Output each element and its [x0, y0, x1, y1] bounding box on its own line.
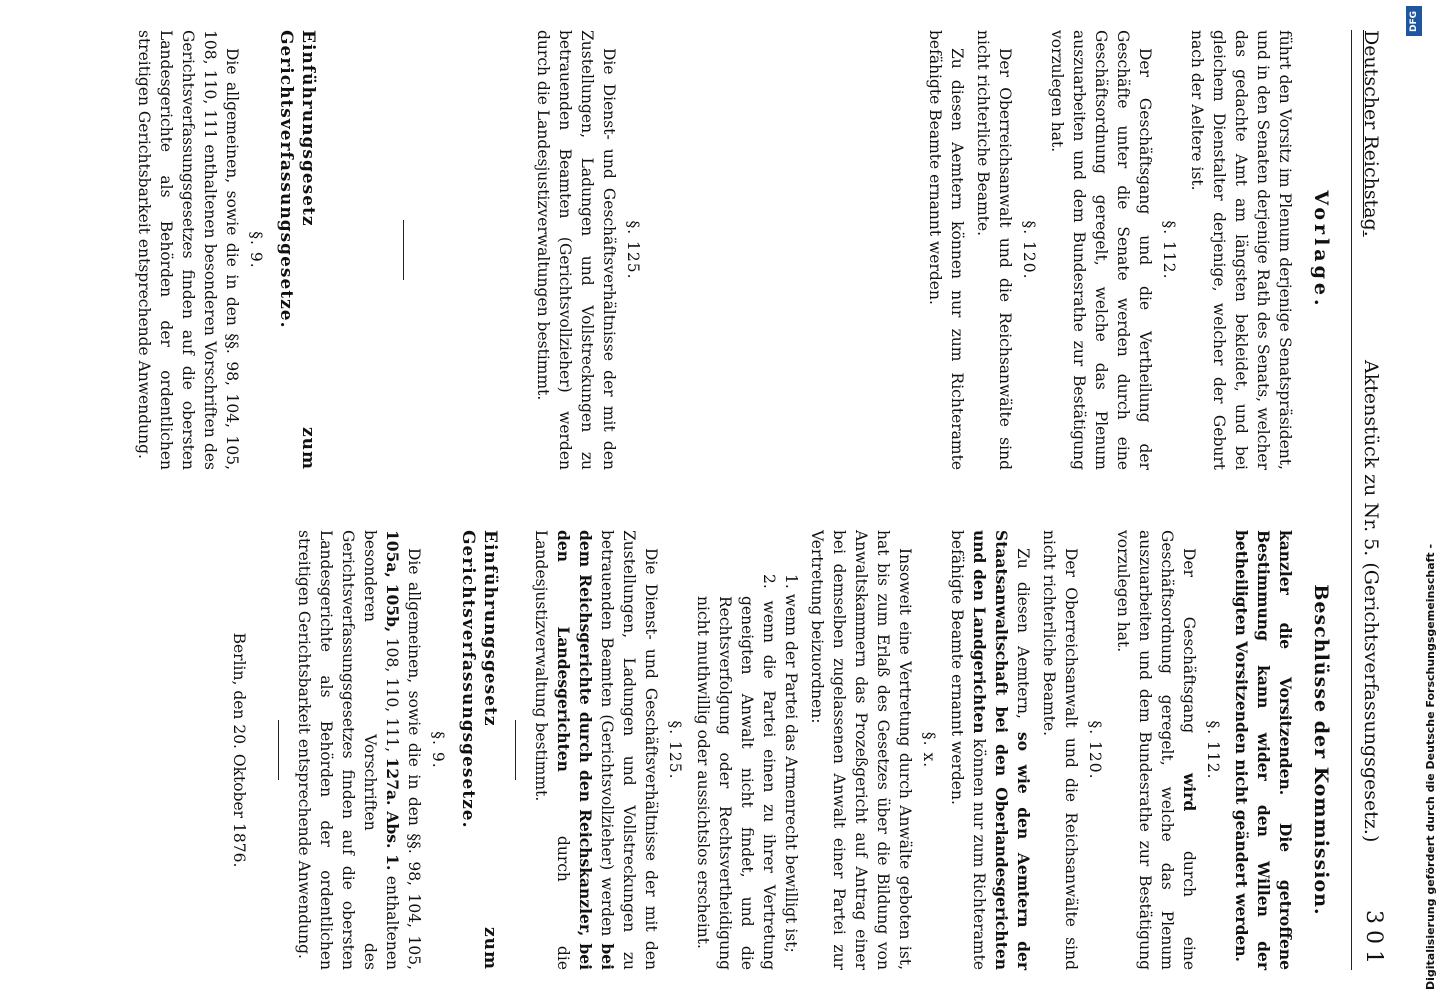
paragraph: Der Oberreichsanwalt und die Reichsanwälte sind nicht richterliche Beamte. [974, 30, 1014, 470]
section-heading: §. 125. [666, 720, 684, 780]
page-header [1351, 30, 1386, 970]
text-run: 105a, 105b, [383, 530, 402, 633]
text-run: können nur zum Richteramte befähigte Beamte ernannt werden. [948, 530, 988, 970]
section-heading: §. 9. [247, 231, 265, 269]
text-run: enthaltenen besonderen Vorschriften des Gerichtsverfassungsgesetzes finden auf die obersten Landesgerichte als Behörden der ordentlichen streitigen Gerichtsbarkeit entsprechende Anwendung. [295, 530, 401, 970]
list-item: 2. wenn die Partei einen zu ihrer Vertretung geneigten Anwalt nicht findet, und die Rechtsverfolgung oder Rechtsvertheidigung nicht muthwillig oder aussichtslos erscheint. [694, 574, 778, 970]
left-column [129, 30, 1338, 470]
text-run: bei dem Reichsgerichte durch den Reichskanzler, bei den Landesgerichten [554, 530, 617, 970]
paragraph: Insoweit eine Vertretung durch Anwälte geboten ist, hat bis zum Erlaß des Gesetzes über die Bildung von Anwaltskammern das Prozeßgericht auf Antrag einer bei demselben zugelassenen Anwalt einer Partei zur Vertretung beizuordnen: [808, 530, 914, 970]
text-run: Die Dienst- und Geschäftsverhältnisse der mit den Zustellungen, Ladungen und Vollstreckungen zu betrauenden Beamten (Gerichtsvollzieher) werden [598, 530, 660, 970]
text-run: Der Geschäftsgang [1180, 548, 1198, 773]
paragraph: führt den Vorsitz im Plenum derjenige Senatspräsident, und in den Senaten derjenige Rath des Senats, welcher das gedachte Amt am längsten bekleidet, und bei gleichem Dienstalter derjenige, welcher der Geburt nach der Aeltere ist. [1188, 30, 1294, 470]
section-heading: §. 120. [1020, 220, 1038, 280]
text-run: Die allgemeinen, sowie die in den §§. 98, 104, 105, [405, 548, 423, 970]
right-column-title: Beschlüsse der Kommission. [1310, 584, 1332, 916]
paragraph: Die allgemeinen, sowie die in den §§. 98, 104, 105, 108, 110, 111 enthaltenen besonderen Vorschriften des Gerichtsverfassungsgesetzes finden auf die obersten Landesgerichte als Behörden der ordentlichen streitigen Gerichtsbarkeit entsprechende Anwendung. [135, 30, 241, 470]
paragraph: Der Geschäftsgang und die Vertheilung der Geschäfte unter die Senate werden durch eine Geschäftsordnung geregelt, welche das Plenum auszuarbeiten und dem Bundesrathe zur Bestätigung vorzulegen hat. [1048, 30, 1154, 470]
right-column [228, 530, 1338, 970]
paragraph [293, 530, 425, 970]
paragraph [1230, 530, 1296, 970]
paragraph [946, 530, 1034, 970]
credit-text: Digitalisierung gefördert durch die Deutsche Forschungsgemeinschaft - [1424, 543, 1437, 990]
text-run: 127a. Abs. 1. [383, 757, 402, 871]
paragraph [1112, 530, 1200, 970]
header-left: Deutscher Reichstag. [1360, 30, 1382, 237]
section-heading: §. x. [920, 731, 938, 769]
digitization-credit [1392, 0, 1437, 1000]
date-line: Berlin, den 20. Oktober 1876. [230, 632, 248, 868]
page-number: 301 [1361, 910, 1386, 970]
section-heading: §. 125. [624, 220, 642, 280]
header-middle: Aktenstück zu Nr. 5. (Gerichtsverfassungsgesetz.) [1360, 360, 1382, 843]
text-run: Die getroffene Bestimmung kann wider den Willen der betheiligten Vorsitzenden nicht geändert werden. [1232, 530, 1295, 970]
paragraph: Die Dienst- und Geschäftsverhältnisse der mit den Zustellungen, Ladungen und Vollstreckungen zu betrauenden Beamten (Gerichtsvollzieher) werden durch die Landesjustizverwaltungen bestimmt. [534, 30, 618, 470]
left-column-title: Vorlage. [1310, 190, 1332, 310]
text-run: wird [1180, 772, 1199, 812]
text-run: durch die Landesjustizverwaltung bestimmt. [532, 530, 572, 970]
dfg-logo: DFG [1406, 6, 1422, 36]
text-run: so wie den Aemtern der Staatsanwaltschaft bei den Oberlandesgerichten und den Landgerichten [970, 530, 1033, 971]
paragraph [530, 530, 662, 970]
paragraph: Zu diesen Aemtern können nur zum Richteramte befähigte Beamte ernannt werden. [926, 30, 966, 470]
divider [403, 220, 404, 280]
text-run: kanzler die Vorsitzenden. [1276, 530, 1295, 823]
text-run: Zu diesen Aemtern, [1014, 548, 1032, 732]
section-heading: §. 120. [1086, 720, 1104, 780]
section-heading: §. 9. [429, 731, 447, 769]
text-run: 108, 110, 111, [383, 632, 401, 758]
section-title: Einführungsgesetz zum Gerichtsverfassungsgesetze. [458, 530, 500, 970]
section-heading: §. 112. [1160, 220, 1178, 280]
section-heading: §. 112. [1204, 720, 1222, 780]
divider [278, 720, 279, 780]
numbered-list [692, 574, 802, 970]
divider [515, 720, 516, 780]
section-title: Einführungsgesetz zum Gerichtsverfassungsgesetze. [276, 30, 318, 470]
text-run: durch eine Geschäftsordnung geregelt, welche das Plenum auszuarbeiten und dem Bundesrathe zur Bestätigung vorzulegen hat. [1114, 530, 1198, 971]
paragraph: Der Oberreichsanwalt und die Reichsanwälte sind nicht richterliche Beamte. [1040, 530, 1080, 970]
list-item: 1. wenn der Partei das Armenrecht bewilligt ist; [782, 574, 800, 953]
